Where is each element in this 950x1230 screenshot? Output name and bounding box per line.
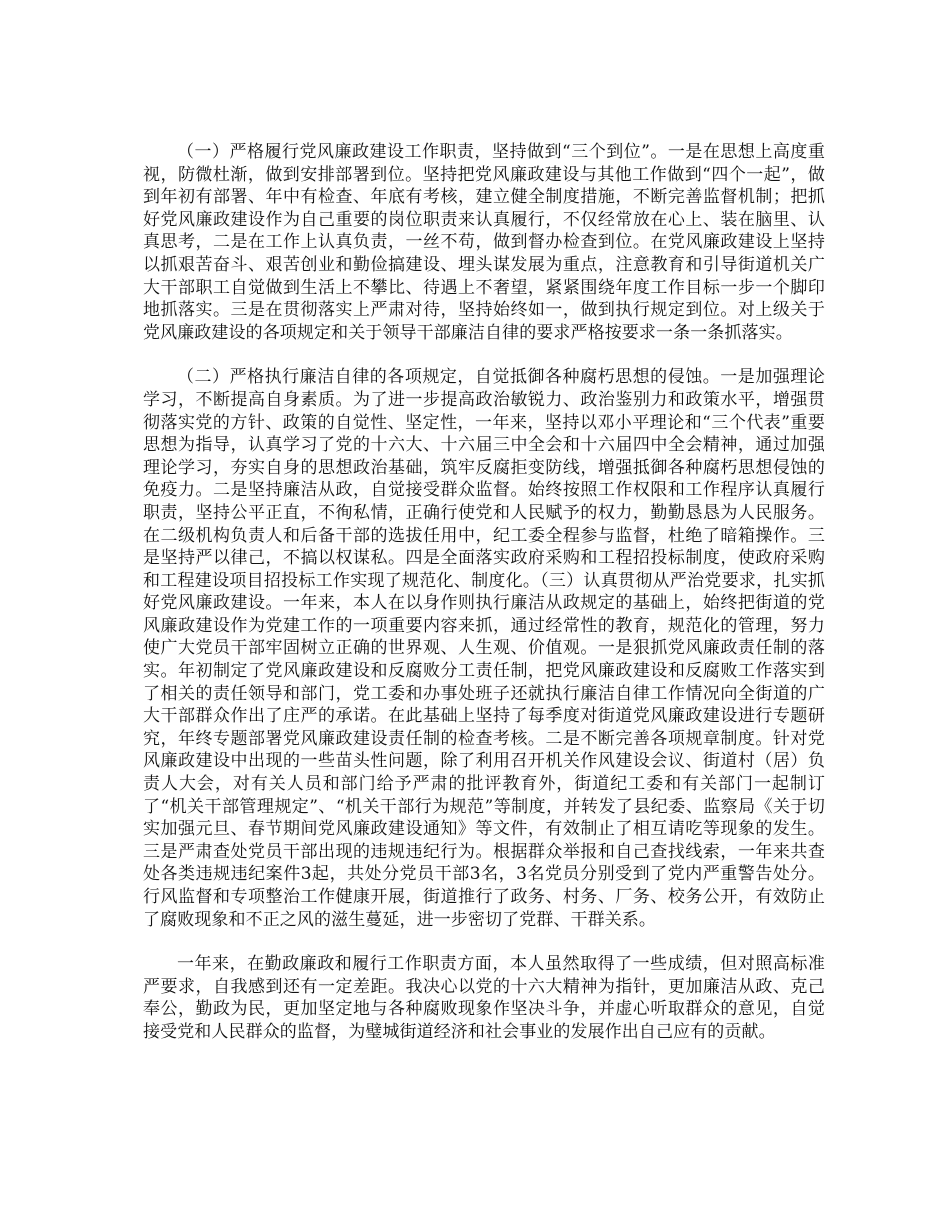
paragraph-responsibility: （一）严格履行党风廉政建设工作职责，坚持做到“三个到位”。一是在思想上高度重视，防微杜渐，做到安排部署到位。坚持把党风廉政建设与其他工作做到“四个一起”，做到年初有部署、年中有检查、年底有考核，建立健全制度措施，不断完善监督机制；把抓好党风廉政建设作为自己重要的岗位职责来认真履行，不仅经常放在心上、装在脑里、认真思考，二是在工作上认真负责，一丝不苟，做到督办检查到位。在党风廉政建设上坚持以抓艰苦奋斗、艰苦创业和勤俭搞建设、埋头谋发展为重点，注意教育和引导街道机关广大干部职工自觉做到生活上不攀比、待遇上不奢望，紧紧围绕年度工作目标一步一个脚印地抓落实。三是在贯彻落实上严肃对待，坚持始终如一，做到执行规定到位。对上级关于党风廉政建设的各项规定和关于领导干部廉洁自律的要求严格按要求一条一条抓落实。 bbox=[143, 142, 825, 343]
paragraph-conclusion: 一年来，在勤政廉政和履行工作职责方面，本人虽然取得了一些成绩，但对照高标准严要求，自我感到还有一定差距。我决心以党的十六大精神为指针，更加廉洁从政、克己奉公，勤政为民，更加坚定地与各种腐败现象作坚决斗争，并虚心听取群众的意见，自觉接受党和人民群众的监督，为璧城街道经济和社会事业的发展作出自己应有的贡献。 bbox=[143, 954, 825, 1042]
paragraph-self-discipline: （二）严格执行廉洁自律的各项规定，自觉抵御各种腐朽思想的侵蚀。一是加强理论学习，不断提高自身素质。为了进一步提高政治敏锐力、政治鉴别力和政策水平，增强贯彻落实党的方针、政策的自觉性、坚定性，一年来，坚持以邓小平理论和“三个代表”重要思想为指导，认真学习了党的十六大、十六届三中全会和十六届四中全会精神，通过加强理论学习，夯实自身的思想政治基础，筑牢反腐拒变防线，增强抵御各种腐朽思想侵蚀的免疫力。二是坚持廉洁从政，自觉接受群众监督。始终按照工作权限和工作程序认真履行职责，坚持公平正直，不徇私情，正确行使党和人民赋予的权力，勤勤恳恳为人民服务。在二级机构负责人和后备干部的选拔任用中，纪工委全程参与监督，杜绝了暗箱操作。三是坚持严以律己，不搞以权谋私。四是全面落实政府采购和工程招投标制度，使政府采购和工程建设项目招投标工作实现了规范化、制度化。（三）认真贯彻从严治党要求，扎实抓好党风廉政建设。一年来，本人在以身作则执行廉洁从政规定的基础上，始终把街道的党风廉政建设作为党建工作的一项重要内容来抓，通过经常性的教育，规范化的管理，努力使广大党员干部牢固树立正确的世界观、人生观、价值观。一是狠抓党风廉政责任制的落实。年初制定了党风廉政建设和反腐败分工责任制，把党风廉政建设和反腐败工作落实到了相关的责任领导和部门，党工委和办事处班子还就执行廉洁自律工作情况向全街道的广大干部群众作出了庄严的承诺。在此基础上坚持了每季度对街道党风廉政建设进行专题研究，年终专题部署党风廉政建设责任制的检查考核。二是不断完善各项规章制度。针对党风廉政建设中出现的一些苗头性问题，除了利用召开机关作风建设会议、街道村（居）负责人大会，对有关人员和部门给予严肃的批评教育外，街道纪工委和有关部门一起制订了“机关干部管理规定”、“机关干部行为规范”等制度，并转发了县纪委、监察局《关于切实加强元旦、春节期间党风廉政建设通知》等文件，有效制止了相互请吃等现象的发生。三是严肃查处党员干部出现的违规违纪行为。根据群众举报和自己查找线索，一年来共查处各类违规违纪案件3起，共处分党员干部3名，3名党员分别受到了党内严重警告处分。行风监督和专项整治工作健康开展，街道推行了政务、村务、厂务、校务公开，有效防止了腐败现象和不正之风的滋生蔓延，进一步密切了党群、干群关系。 bbox=[143, 367, 825, 930]
document-page bbox=[143, 141, 825, 1066]
